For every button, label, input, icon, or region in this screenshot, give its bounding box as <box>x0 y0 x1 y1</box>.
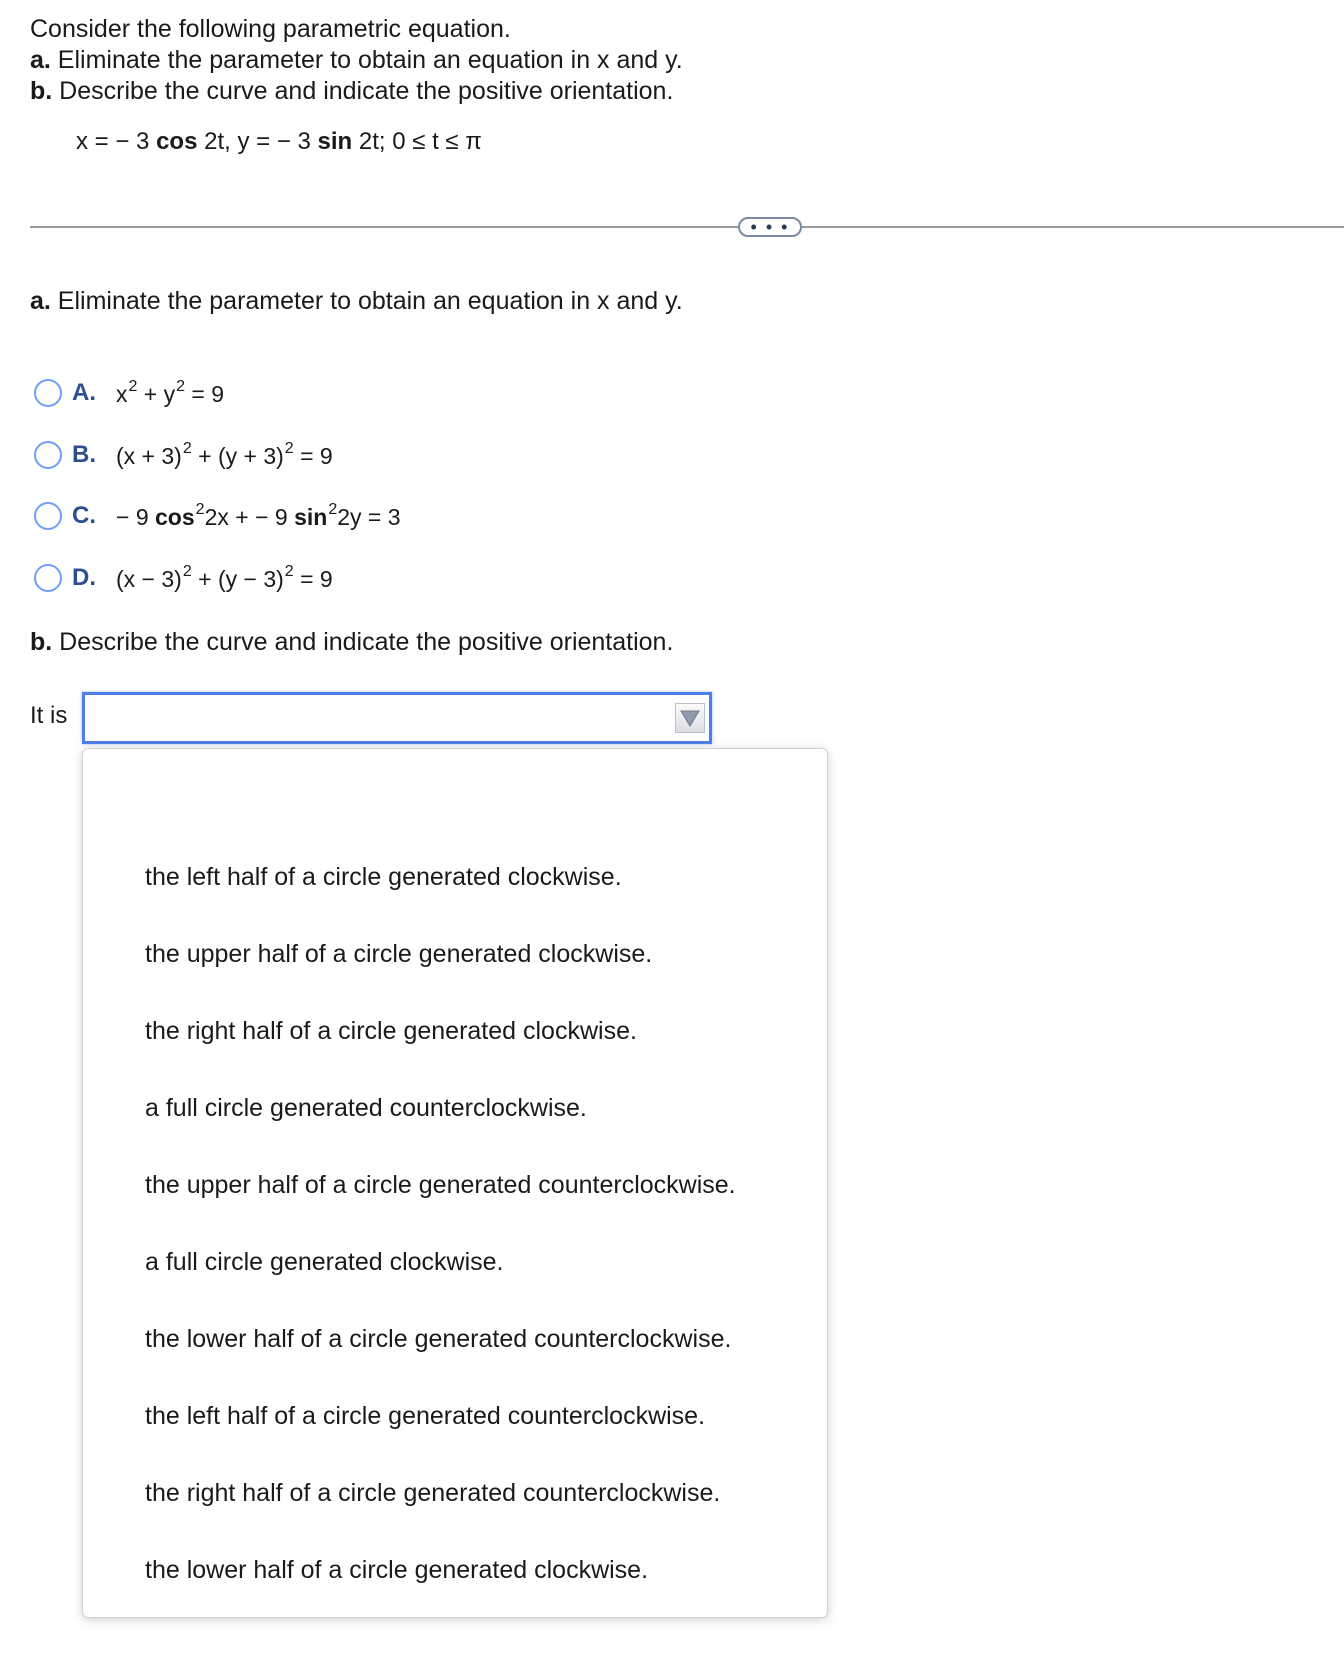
option-b-letter: B. <box>72 441 96 468</box>
option-c-sup: 2 <box>195 501 205 518</box>
option-a-text <box>116 378 224 408</box>
dropdown-item[interactable]: the right half of a circle generated clockwise. <box>145 1017 637 1045</box>
eq-range: 0 ≤ t ≤ π <box>392 128 482 155</box>
option-d-letter: D. <box>72 564 96 591</box>
intro-part-b <box>30 76 683 107</box>
option-b-sup: 2 <box>182 440 192 457</box>
dropdown-item[interactable]: the upper half of a circle generated clockwise. <box>145 940 653 968</box>
option-c[interactable] <box>34 501 401 531</box>
more-button[interactable]: • • • <box>738 217 802 237</box>
option-b-sup: 2 <box>284 440 294 457</box>
option-c-part: 2y = 3 <box>337 504 401 530</box>
radio-d[interactable] <box>34 564 62 592</box>
option-a-part: x <box>116 381 128 407</box>
intro-part-b-prefix: b. <box>30 77 53 105</box>
part-a-prefix: a. <box>30 287 51 315</box>
parametric-equation <box>76 128 482 156</box>
option-d-part: = 9 <box>293 566 333 592</box>
eq-x-lhs: x = <box>76 128 116 155</box>
intro-part-a <box>30 45 683 76</box>
dropdown-item[interactable]: the left half of a circle generated clockwise. <box>145 863 622 891</box>
dropdown-item[interactable]: the left half of a circle generated counterclockwise. <box>145 1402 706 1430</box>
option-a-part: = 9 <box>185 381 225 407</box>
option-d-sup: 2 <box>284 563 294 580</box>
option-b-text <box>116 440 333 470</box>
eq-x-coef: − 3 <box>115 128 157 155</box>
option-c-text <box>116 501 401 531</box>
option-a-sup: 2 <box>128 378 138 395</box>
option-c-sup: 2 <box>328 501 338 518</box>
option-d-sup: 2 <box>182 563 192 580</box>
option-c-letter: C. <box>72 502 96 529</box>
eq-y-coef: − 3 <box>276 128 318 155</box>
eq-y-fn: sin <box>317 128 353 155</box>
radio-b[interactable] <box>34 441 62 469</box>
part-a-label <box>30 287 683 316</box>
option-d-part: + (y − 3) <box>191 566 284 592</box>
dropdown-menu <box>82 748 828 1618</box>
dropdown-item[interactable]: the lower half of a circle generated counterclockwise. <box>145 1325 732 1353</box>
dropdown-arrow-icon[interactable] <box>675 703 705 733</box>
divider <box>30 226 1344 228</box>
eq-y-arg: 2t; <box>352 128 393 155</box>
option-d[interactable] <box>34 563 333 593</box>
option-b-part: = 9 <box>293 443 333 469</box>
part-a-text: Eliminate the parameter to obtain an equation in x and y. <box>50 287 683 315</box>
dropdown-item[interactable]: the right half of a circle generated counterclockwise. <box>145 1479 721 1507</box>
option-a-letter: A. <box>72 379 96 406</box>
eq-y-lhs: y = <box>237 128 277 155</box>
intro-part-b-text: Describe the curve and indicate the positive orientation. <box>52 77 674 105</box>
part-b-prefix: b. <box>30 628 53 656</box>
option-b-part: (x + 3) <box>116 443 182 469</box>
radio-c[interactable] <box>34 502 62 530</box>
option-a-part: + y <box>137 381 176 407</box>
answer-select[interactable] <box>82 692 712 744</box>
intro-part-a-text: Eliminate the parameter to obtain an equation in x and y. <box>50 46 683 74</box>
part-b-label <box>30 628 673 657</box>
option-a-sup: 2 <box>176 378 186 395</box>
option-b-part: + (y + 3) <box>191 443 284 469</box>
dropdown-item[interactable]: a full circle generated counterclockwise. <box>145 1094 587 1122</box>
radio-a[interactable] <box>34 379 62 407</box>
option-c-part: 2x + <box>204 504 256 530</box>
dropdown-item[interactable]: the upper half of a circle generated counterclockwise. <box>145 1171 736 1199</box>
dropdown-item[interactable]: a full circle generated clockwise. <box>145 1248 504 1276</box>
dropdown-item[interactable]: the lower half of a circle generated clockwise. <box>145 1556 649 1584</box>
option-c-part: − 9 <box>116 504 156 530</box>
option-d-text <box>116 563 333 593</box>
option-c-part: − 9 <box>255 504 295 530</box>
option-c-fn: sin <box>294 504 328 530</box>
intro-line: Consider the following parametric equation. <box>30 15 511 43</box>
eq-x-fn: cos <box>156 128 198 155</box>
option-c-fn: cos <box>155 504 195 530</box>
option-a[interactable] <box>34 378 224 408</box>
problem-intro <box>30 14 683 107</box>
answer-label: It is <box>30 702 68 729</box>
eq-x-arg: 2t, <box>197 128 238 155</box>
part-b-text: Describe the curve and indicate the positive orientation. <box>52 628 674 656</box>
intro-part-a-prefix: a. <box>30 46 51 74</box>
option-d-part: (x − 3) <box>116 566 182 592</box>
option-b[interactable] <box>34 440 333 470</box>
